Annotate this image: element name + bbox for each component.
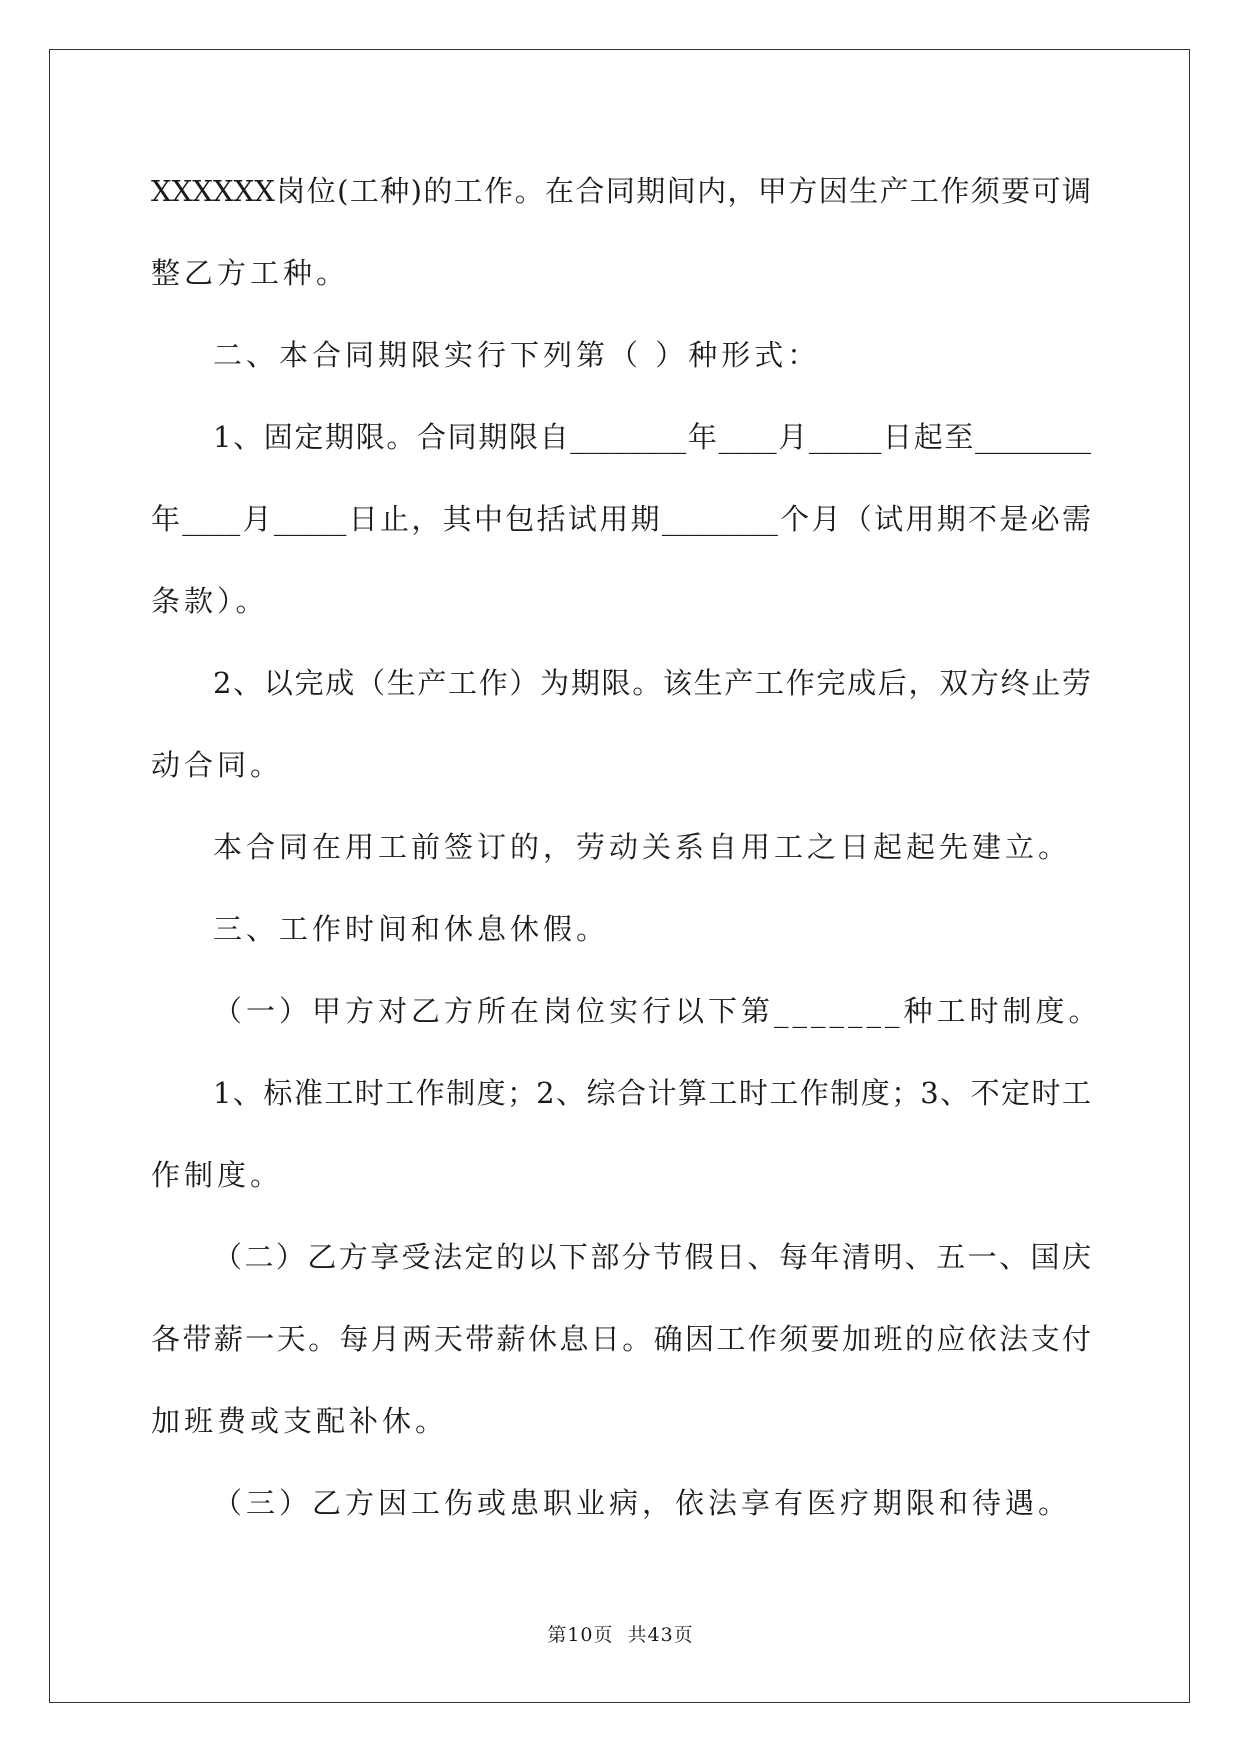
paragraph-line: XXXXXX岗位(工种)的工作。在合同期间内，甲方因生产工作须要可调 (151, 174, 1091, 208)
paragraph-line: 作制度。 (151, 1158, 284, 1192)
page-total: 共43页 (627, 1624, 694, 1646)
page-number: 第10页 (547, 1624, 614, 1646)
paragraph-line: （三）乙方因工伤或患职业病，依法享有医疗期限和待遇。 (213, 1486, 1072, 1520)
paragraph-line: 条款）。 (151, 584, 269, 618)
paragraph-line: 年____月_____日止，其中包括试用期________个月（试用期不是必需 (151, 502, 1091, 536)
paragraph-line: 2、以完成（生产工作）为期限。该生产工作完成后，双方终止劳 (213, 666, 1091, 700)
paragraph-line: 本合同在用工前签订的，劳动关系自用工之日起起先建立。 (213, 830, 1072, 864)
section-heading: 二、本合同期限实行下列第（ ）种形式： (213, 338, 821, 372)
paragraph-line: 整乙方工种。 (151, 256, 350, 290)
paragraph-line: （二）乙方享受法定的以下部分节假日、每年清明、五一、国庆 (213, 1240, 1091, 1274)
paragraph-line: 1、固定期限。合同期限自________年____月_____日起至________ (213, 420, 1091, 454)
document-body (151, 158, 1102, 1552)
paragraph-line: 1、标准工时工作制度；2、综合计算工时工作制度；3、不定时工 (213, 1076, 1091, 1110)
page-footer (0, 1620, 1241, 1647)
paragraph-line: （一）甲方对乙方所在岗位实行以下第_______种工时制度。 (213, 994, 1102, 1028)
paragraph-line: 动合同。 (151, 748, 284, 782)
paragraph-line: 各带薪一天。每月两天带薪休息日。确因工作须要加班的应依法支付 (151, 1322, 1091, 1356)
paragraph-line: 加班费或支配补休。 (151, 1404, 449, 1438)
section-heading: 三、工作时间和休息休假。 (213, 912, 610, 946)
